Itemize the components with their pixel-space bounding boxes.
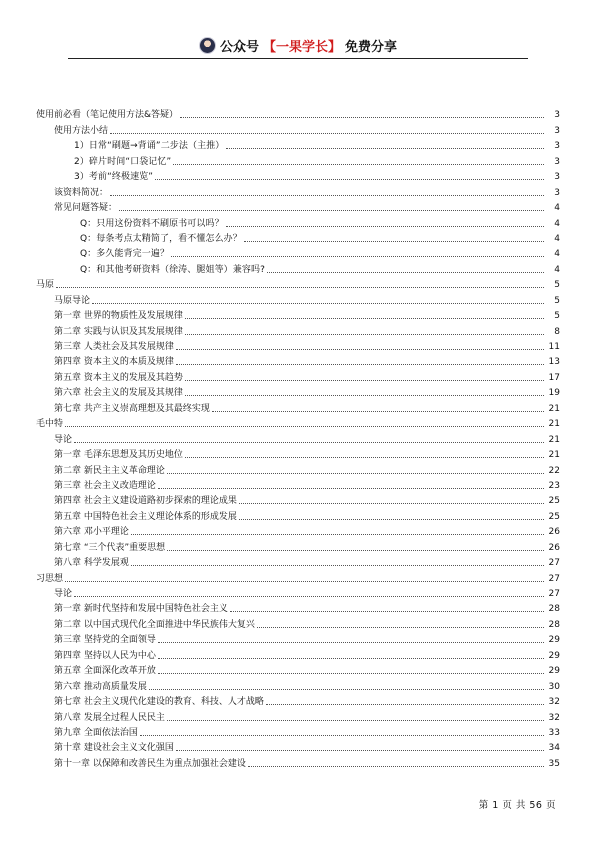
toc-entry-page: 33 (548, 727, 560, 738)
toc-entry-page: 8 (554, 326, 560, 337)
toc-entry-title: 马原 (36, 280, 55, 291)
toc-entry-title: 毛中特 (36, 419, 64, 430)
toc-entry-title: 第五章 全面深化改革开放 (54, 666, 156, 677)
toc-leader-dots (230, 611, 544, 612)
toc-entry-title: 第二章 以中国式现代化全面推进中华民族伟大复兴 (54, 619, 255, 630)
toc-entry[interactable] (36, 585, 560, 600)
toc-entry[interactable] (36, 477, 560, 492)
toc-entry-page: 32 (548, 697, 560, 708)
toc-entry[interactable] (36, 662, 560, 677)
toc-entry-title: 2）碎片时间“口袋记忆” (74, 156, 172, 167)
toc-entry-title: 常见问题答疑： (54, 203, 118, 214)
toc-entry-page: 5 (554, 311, 560, 322)
toc-leader-dots (140, 735, 544, 736)
toc-entry-title: 该资料简况： (54, 187, 109, 198)
toc-entry-title: 第七章 “三个代表”重要思想 (54, 542, 166, 553)
toc-leader-dots (167, 473, 544, 474)
toc-entry-title: 1）日常“刷题→背诵”二步法（主推） (74, 141, 225, 152)
toc-entry-title: 第六章 邓小平理论 (54, 527, 129, 538)
toc-entry-title: 第七章 共产主义崇高理想及其最终实现 (54, 403, 210, 414)
toc-entry-title: 第二章 新民主主义革命理论 (54, 465, 165, 476)
toc-entry-page: 4 (554, 203, 560, 214)
toc-leader-dots (180, 117, 544, 118)
toc-leader-dots (110, 195, 544, 196)
toc-entry-page: 13 (548, 357, 560, 368)
toc-leader-dots (244, 241, 544, 242)
toc-entry-title: 马原导论 (54, 295, 91, 306)
toc-entry-page: 11 (548, 342, 560, 352)
toc-entry-page: 34 (548, 743, 560, 754)
header-prefix: 公众号 (219, 39, 259, 55)
avatar-icon (199, 37, 216, 54)
toc-entry-title: 第一章 新时代坚持和发展中国特色社会主义 (54, 604, 228, 615)
toc-leader-dots (131, 565, 544, 566)
toc-entry[interactable] (36, 461, 560, 476)
header-highlight: 【一果学长】 (262, 39, 341, 55)
toc-entry-title: 习思想 (36, 573, 64, 584)
toc-entry[interactable] (36, 446, 560, 461)
toc-entry-title: Q：只用这份资料不刷原书可以吗？ (80, 218, 224, 229)
toc-leader-dots (167, 550, 544, 551)
toc-leader-dots (158, 642, 544, 643)
toc-entry-page: 29 (548, 650, 560, 661)
toc-entry-page: 32 (548, 712, 560, 723)
toc-leader-dots (176, 349, 544, 350)
toc-entry[interactable] (36, 106, 560, 121)
toc-entry-title: 第四章 社会主义建设道路初步探索的理论成果 (54, 496, 237, 507)
page-header (0, 34, 596, 56)
toc-entry-title: 导论 (54, 589, 73, 599)
toc-entry[interactable] (36, 523, 560, 538)
toc-entry-title: 第八章 发展全过程人民民主 (54, 712, 165, 723)
toc-leader-dots (110, 133, 544, 134)
toc-entry-title: 使用前必看（笔记使用方法&答疑） (36, 110, 179, 121)
toc-entry-title: 第五章 中国特色社会主义理论体系的形成发展 (54, 511, 237, 522)
toc-leader-dots (131, 534, 544, 535)
toc-entry[interactable] (36, 214, 560, 229)
toc-leader-dots (185, 457, 544, 458)
toc-entry[interactable] (36, 121, 560, 136)
toc-entry[interactable] (36, 276, 560, 291)
toc-leader-dots (239, 503, 544, 504)
toc-leader-dots (248, 766, 544, 767)
toc-entry-page: 21 (548, 450, 560, 461)
toc-leader-dots (167, 720, 544, 721)
toc-entry-page: 5 (554, 280, 560, 291)
toc-entry[interactable] (36, 199, 560, 214)
toc-entry-page: 4 (554, 249, 560, 260)
page-footer: 第 1 页 共 56 页 (478, 800, 556, 811)
toc-leader-dots (239, 519, 544, 520)
toc-entry[interactable] (36, 708, 560, 723)
toc-leader-dots (92, 303, 544, 304)
toc-entry[interactable] (36, 260, 560, 275)
toc-entry-page: 5 (554, 295, 560, 306)
toc-entry-title: Q：每条考点太精简了，看不懂怎么办？ (80, 233, 242, 244)
toc-entry-title: 第七章 社会主义现代化建设的教育、科技、人才战略 (54, 697, 264, 708)
toc-entry-title: 第六章 社会主义的发展及其规律 (54, 388, 183, 399)
toc-entry-title: Q：多久能背完一遍？ (80, 249, 170, 260)
toc-leader-dots (185, 334, 544, 335)
toc-entry-page: 29 (548, 635, 560, 646)
toc-entry[interactable] (36, 677, 560, 692)
toc-leader-dots (226, 226, 544, 227)
toc-entry-page: 3 (554, 172, 560, 183)
toc-entry[interactable] (36, 739, 560, 754)
toc-entry-title: 第一章 毛泽东思想及其历史地位 (54, 450, 183, 461)
toc-entry-title: 第四章 坚持以人民为中心 (54, 650, 156, 661)
toc-entry-page: 22 (548, 465, 560, 476)
toc-entry-title: 第十一章 以保障和改善民生为重点加强社会建设 (54, 758, 246, 769)
toc-entry-title: 使用方法小结 (54, 125, 109, 136)
toc-entry-page: 17 (548, 372, 560, 383)
toc-entry-title: 第三章 坚持党的全面领导 (54, 635, 156, 646)
toc-leader-dots (185, 318, 544, 319)
toc-entry-page: 28 (548, 604, 560, 615)
toc-leader-dots (74, 596, 544, 597)
toc-entry-page: 3 (554, 141, 560, 152)
toc-entry-page: 21 (548, 434, 560, 445)
toc-entry-title: 第二章 实践与认识及其发展规律 (54, 326, 183, 337)
toc-entry[interactable] (36, 754, 560, 769)
toc-entry[interactable] (36, 353, 560, 368)
toc-entry-title: Q：和其他考研资料（徐涛、腿姐等）兼容吗? (80, 264, 265, 275)
toc-entry-page: 25 (548, 496, 560, 507)
toc-entry-title: 第三章 社会主义改造理论 (54, 480, 156, 491)
toc-entry[interactable] (36, 152, 560, 167)
toc-entry[interactable] (36, 168, 560, 183)
toc-entry[interactable] (36, 615, 560, 630)
header-divider (68, 58, 528, 59)
toc-entry[interactable] (36, 554, 560, 569)
toc-entry-page: 27 (548, 573, 560, 584)
header-suffix: 免费分享 (345, 39, 398, 55)
toc-entry[interactable] (36, 646, 560, 661)
toc-entry-title: 第八章 科学发展观 (54, 558, 129, 569)
toc-entry[interactable] (36, 230, 560, 245)
toc-leader-dots (212, 411, 544, 412)
toc-entry-title: 3）考前“终极速览” (74, 172, 154, 183)
toc-entry[interactable] (36, 384, 560, 399)
toc-entry-page: 19 (548, 388, 560, 399)
toc-entry-title: 第五章 资本主义的发展及其趋势 (54, 372, 183, 383)
toc-entry-page: 21 (548, 403, 560, 414)
toc-entry[interactable] (36, 137, 560, 152)
toc-entry-page: 27 (548, 589, 560, 599)
toc-entry-page: 4 (554, 233, 560, 244)
toc-leader-dots (266, 704, 544, 705)
toc-entry[interactable] (36, 569, 560, 584)
toc-entry-page: 26 (548, 527, 560, 538)
toc-entry-page: 4 (554, 218, 560, 229)
toc-entry-title: 导论 (54, 434, 73, 445)
toc-entry[interactable] (36, 492, 560, 507)
toc-entry-page: 3 (554, 187, 560, 198)
toc-entry-page: 4 (554, 264, 560, 275)
toc-entry-page: 3 (554, 125, 560, 136)
toc-leader-dots (158, 488, 544, 489)
toc-entry[interactable] (36, 245, 560, 260)
toc-entry-page: 30 (548, 681, 560, 692)
toc-leader-dots (267, 272, 544, 273)
toc-entry-title: 第十章 建设社会主义文化强国 (54, 743, 174, 754)
toc-leader-dots (56, 287, 544, 288)
toc-entry-page: 3 (554, 110, 560, 121)
toc-entry-page: 26 (548, 542, 560, 553)
toc-entry[interactable] (36, 291, 560, 306)
toc-leader-dots (158, 658, 544, 659)
toc-leader-dots (176, 750, 544, 751)
toc-leader-dots (176, 364, 544, 365)
toc-leader-dots (173, 164, 544, 165)
table-of-contents (36, 106, 560, 770)
toc-entry[interactable] (36, 631, 560, 646)
toc-entry-page: 27 (548, 558, 560, 569)
toc-entry[interactable] (36, 368, 560, 383)
toc-leader-dots (149, 689, 544, 690)
toc-entry[interactable] (36, 399, 560, 414)
toc-leader-dots (74, 442, 544, 443)
toc-entry[interactable] (36, 538, 560, 553)
toc-leader-dots (185, 380, 544, 381)
toc-entry-page: 3 (554, 156, 560, 167)
toc-entry[interactable] (36, 415, 560, 430)
toc-entry[interactable] (36, 322, 560, 337)
toc-leader-dots (155, 179, 544, 180)
toc-entry-page: 29 (548, 666, 560, 677)
toc-leader-dots (119, 210, 544, 211)
toc-entry-title: 第三章 人类社会及其发展规律 (54, 342, 174, 352)
toc-entry-page: 25 (548, 511, 560, 522)
toc-entry[interactable] (36, 600, 560, 615)
toc-leader-dots (65, 426, 544, 427)
toc-entry-page: 23 (548, 480, 560, 491)
toc-entry-title: 第四章 资本主义的本质及规律 (54, 357, 174, 368)
toc-entry[interactable] (36, 724, 560, 739)
toc-entry-title: 第一章 世界的物质性及发展规律 (54, 311, 183, 322)
toc-entry[interactable] (36, 430, 560, 445)
toc-entry[interactable] (36, 183, 560, 198)
toc-leader-dots (158, 673, 544, 674)
toc-leader-dots (65, 581, 544, 582)
toc-entry[interactable] (36, 338, 560, 353)
toc-entry-page: 28 (548, 619, 560, 630)
toc-leader-dots (226, 148, 544, 149)
toc-entry[interactable] (36, 693, 560, 708)
toc-leader-dots (257, 627, 544, 628)
toc-leader-dots (185, 395, 544, 396)
toc-leader-dots (171, 256, 544, 257)
toc-entry-title: 第六章 推动高质量发展 (54, 681, 147, 692)
toc-entry[interactable] (36, 507, 560, 522)
toc-entry[interactable] (36, 307, 560, 322)
toc-entry-title: 第九章 全面依法治国 (54, 727, 138, 738)
toc-entry-page: 21 (548, 419, 560, 430)
toc-entry-page: 35 (548, 758, 560, 769)
